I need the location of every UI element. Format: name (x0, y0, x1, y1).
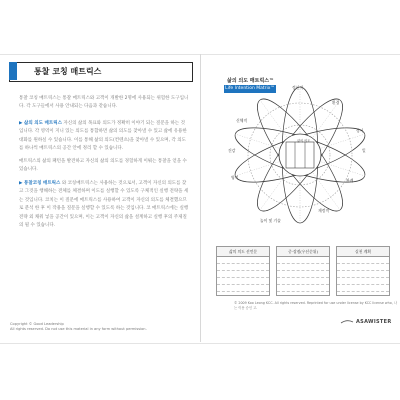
petal-label-physical: 신체적 (236, 118, 248, 123)
brand-swoosh-icon (340, 319, 354, 325)
section-2-heading: ▶ 통찰코칭 매트릭스 (19, 181, 61, 186)
section-2-body: 와 코칭매트릭스는 사용하는 것으로서, 고객이 자신의 의도를 찾고 그것을 행해하는 전체를 체결하며 이도를 실행할 수 있도록 구체적인 실행 전략을 세는 것입니다. 코치는 이 질문에 매트릭스를 사용하여 고객이 자신의 의도를 체결했으므로 분석 한 후 이 작용을 질문을 실행할 수 있도록 하는 것입니다. 코 매트릭스에는 실행전략 외 채워 넣을 공간이 있으며, 이는 고객이 자신의 삶을 설계하고 실행 후의 주제질의 될 수 있습니다. (19, 181, 189, 229)
write-line[interactable] (217, 264, 269, 271)
matrix-logo-title: 삶의 의도 매트릭스™ (227, 78, 275, 84)
center-box (286, 142, 314, 168)
right-copyright: © 2009 Koo Leong KCC. All rights reserved. Reprinted for use under license by KCC license who, 나는 이용 승인 고. (234, 301, 398, 310)
write-line[interactable] (277, 271, 329, 278)
table-action-plan (336, 246, 390, 296)
petal-label-emotion: 정서 (356, 128, 364, 133)
write-line[interactable] (277, 264, 329, 271)
section-1-extra: 매트릭스의 삶의 패턴을 발견하고 자신의 삶의 의도를 경험하게 이뤄는 통찰을 얻을 수 있습니다. (19, 159, 187, 173)
table-intention-statement (216, 246, 270, 296)
table-priorities (276, 246, 330, 296)
petal-label-play-skill: 놀이 및 기술 (260, 218, 281, 223)
write-line[interactable] (277, 257, 329, 264)
write-line[interactable] (217, 257, 269, 264)
intro-paragraph: 통찰 코칭 매트릭스는 통찰 매트릭스와 고객이 개발한 2명에 사용되는 위험한 도구입니다. 각 도구들에서 사용 안내되는 다음과 같습니다. (19, 96, 189, 110)
footer-line-2: All rights reserved. Do not use this material in any form without permission. (10, 327, 147, 331)
write-line[interactable] (277, 278, 329, 285)
section-1-heading: ▶ 삶의 의도 매트릭스 (19, 121, 62, 126)
footer-line-1: Copyright © Good Leadership (10, 322, 64, 326)
write-line[interactable] (337, 278, 389, 285)
write-line[interactable] (217, 285, 269, 292)
write-line[interactable] (217, 271, 269, 278)
petal-label-finance: 재정적 (318, 208, 330, 213)
write-line[interactable] (217, 278, 269, 285)
page-title: 통찰 코칭 매트릭스 (34, 67, 102, 76)
write-line[interactable] (337, 264, 389, 271)
write-line[interactable] (337, 271, 389, 278)
petal-label-environment: 환경 (332, 100, 340, 105)
table-header: 실천 계획 (337, 247, 389, 257)
section-1-body: 자신의 삶의 목표와 의도가 정확히 이야기 되는 질문을 하는 것입니다. 각 영역이 지니 있는 의도를 통합하면 삶의 의도를 찾아낼 수 있고 삶에 유용한 대화를 원하실 수 있습니다. 이를 통해 삶의 의도(컨텐츠)을 찾아낼 수 있으며, 각 의도를 하나씩 매트릭스의 공간 안에 정리 할 수 있습니다. (19, 121, 187, 152)
table-header: 중·장점(우선순위) (277, 247, 329, 257)
matrix-logo-subtitle: Life Intention Matrix™ (225, 86, 275, 91)
write-line[interactable] (277, 285, 329, 292)
write-line[interactable] (337, 285, 389, 292)
petal-label-work: 일 (362, 148, 366, 153)
brand-logo: ASAWISTER (356, 319, 392, 325)
petal-label-spiritual-mind: 정신적 (292, 85, 304, 90)
petal-label-health: 건강 (228, 148, 236, 153)
petal-label-soul: 영적 (231, 175, 239, 180)
petal-label-relationship: 관계 (346, 178, 354, 183)
table-header: 삶의 의도 선언문 (217, 247, 269, 257)
write-line[interactable] (337, 257, 389, 264)
center-label: 삶의 의도 (297, 139, 311, 143)
